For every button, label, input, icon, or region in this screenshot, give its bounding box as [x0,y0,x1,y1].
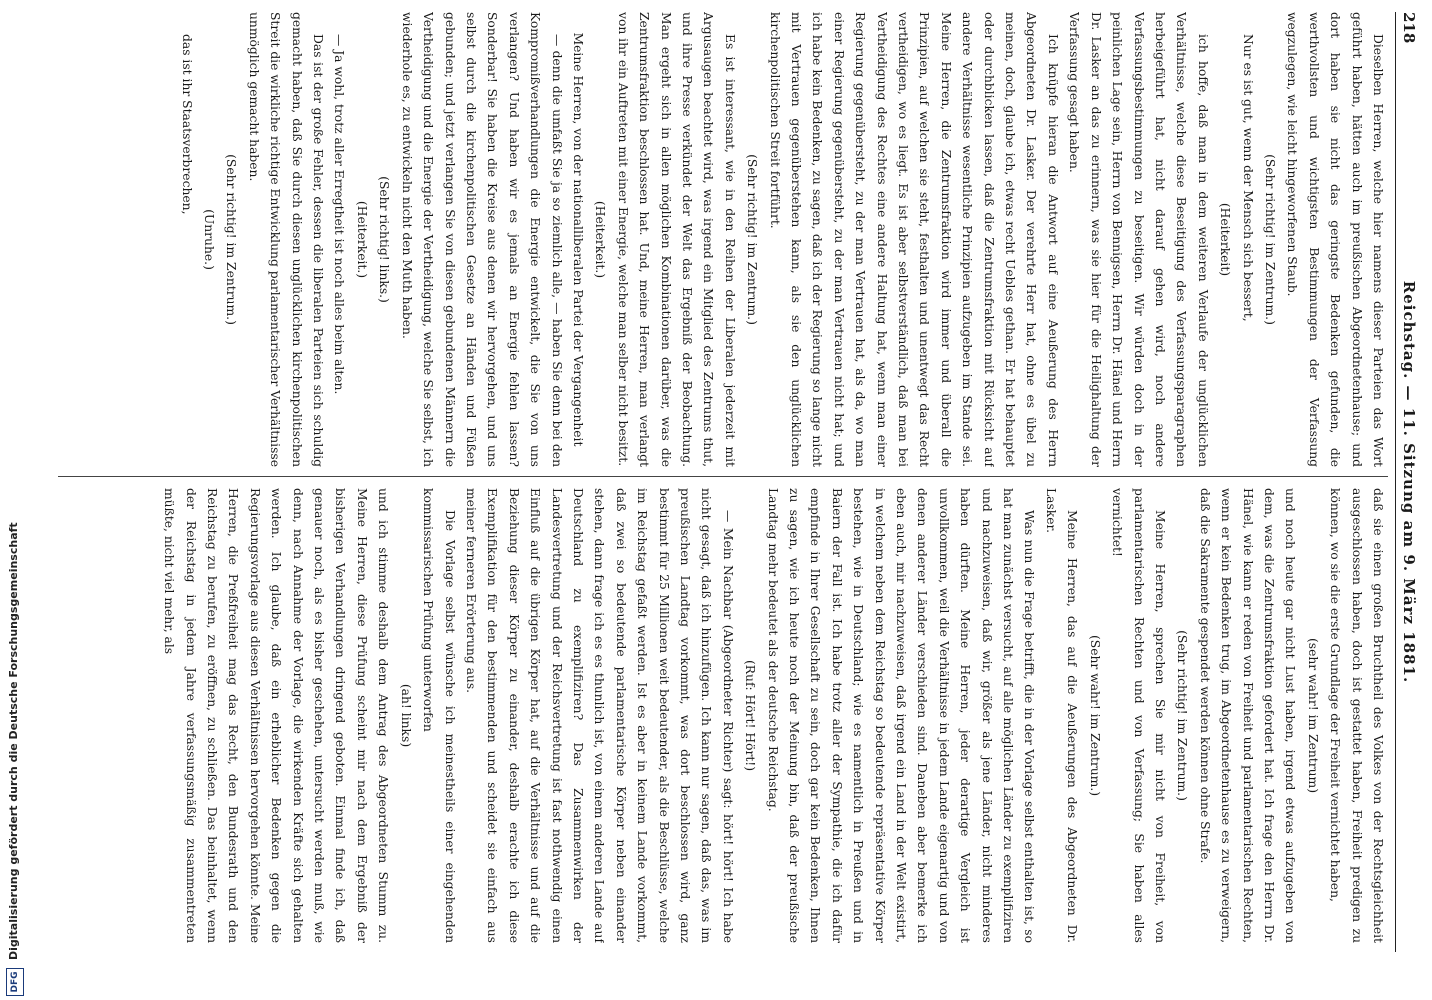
interjection: (Unruhe.) [202,209,217,270]
paragraph: und ich stimme deshalb dem Antrag des Abgeordneten Stumm zu. Meine Herren, diese Prüfung scheint mir nach dem Ergebniß der bisherigen Verhandlungen dringend geboten. Einmal finde ich, daß genauer noch, als es bisher geschehen, untersucht werden muß, wie denn, nach Annahme der Vorlage, die wirkenden Kräfte sich gehalten werden. Ich glaube, daß ein erheblicher Bedenken gegen die Regierungsvorlage aus diesen Verhältnissen hervorgehen könnte. Meine Herren, die Preßfreiheit mag das Recht, den Bundesrath und den Reichstag zu berufen, zu eröffnen, zu schließen. Das beinhaltet, wenn der Reichstag in jedem Jahre verfassungsmäßig zusammentreten müßte, nicht viel mehr, als [162,488,391,943]
salutation: Meine Herren, von der nationalliberalen Partei der Vergangenheit [570,32,585,447]
interjection: (ah! links) [398,683,413,748]
dfg-logo: DFG [6,968,24,996]
interjection: (Heiterkeit.) [593,200,608,279]
paragraph: Dieselben Herren, welche hier namens dieser Parteien das Wort geführt haben, hätten auch im preußischen Abgeordnetenhause; und dort haben sie nicht das geringste Bedenken gefunden, die werthvollsten und wichtigsten Bestimmungen der Verfassung wegzulegen, wie leicht hingeworfenen Staub. [1285,12,1385,467]
paragraph: — Mein Nachbar (Abgeordneter Richter) sagt: hört! hört! Ich habe nicht gesagt, daß ich hinzufügen. Ich kann nur sagen, daß das, was im preußischen Landtag vorkommt, was dort beschlossen wird, ganz bestimmt für 25 Millionen weit bedeutender, als die Beschlüsse, welche im Reichstag gefaßt werden. Ist es aber in keinem Lande vorkommt, daß zwei so bedeutende parlamentarische Körper neben einander stehen, dann frage ich es es thunlich ist, von einem anderen Lande auf Deutschland zu exemplifiziren? Das Zusammenwirken der Landesvertretung und der Reichsvertretung ist fast nothwendig einen Einfluß auf die übrigen Körper hat, auf die Verhältnisse und auf die Beziehung dieser Körper zu einander, deshalb erachte ich diese Exemplifikation für den bestimmenden und scheidet sie einfach aus meiner ferneren Erörterung aus. [463,488,735,943]
paragraph: Die Vorlage selbst wünsche ich meinestheils einer eingehenden kommissarischen Prüfung unterworfen [421,488,457,943]
paragraph: Nur es ist gut, wenn der Mensch sich bessert, [1240,34,1255,322]
paragraph: und noch heute gar nicht Lust haben, irgend etwas aufzugeben von dem, was die Zentrumsfraktion gefordert hat. Ich frage den Herrn Dr. Hänel, wie kann er reden von Freiheit und parlamentarischen Rechten, wenn er kein Bedenken trug, im Abgeordnetenhause es zu verweigern, daß die Sakramente gespendet werden können ohne Strafe. [1197,488,1298,943]
column-divider [58,476,1388,477]
interjection: (Sehr richtig! im Zentrum.) [224,154,239,325]
interjection: (Sehr wahr! im Zentrum.) [1087,634,1102,797]
paragraph: — denn die umfaßt Sie ja so ziemlich alle, — haben Sie denn bei den Kompromißverhandlungen die Energie entwickelt, die Sie von uns verlangen? Und haben wir es jemals an Energie fehlen lassen? Sonderbar! Sie haben die Kreise aus denen wir hervorgehen, und uns selbst durch die kirchenpolitischen Gesetze an Händen und Füßen gebunden; und jetzt verlangen Sie von diesen gebundenen Männern die Vertheidigung und die Energie der Vertheidigung, welche Sie selbst, ich wiederhole es, zu entwickeln nicht den Muth haben. [399,12,564,467]
paragraph: Es ist interessant, wie in den Reihen der Liberalen jederzeit mit Argusaugen beachtet wird, was irgend ein Mitglied des Zentrums thut, und ihre Presse verkündet der Welt das Ergebniß der Beobachtung. Man ergeht sich in allen möglichen Kombinationen darüber, was die Zentrumsfraktion beschlossen hat. Und, meine Herren, man verlangt von ihr ein Auftreten mit einer Energie, welche man selber nicht besitzt. [615,12,737,467]
right-column [18,488,1388,943]
interjection: (Sehr richtig! im Zentrum.) [1175,630,1190,801]
interjection: (Heiterkeit.) [354,200,369,279]
paragraph: — Ja wohl, trotz aller Erregtheit ist noch alles beim alten. [332,34,347,395]
paragraph: Ich knüpfe hieran die Antwort auf eine Aeußerung des Herrn Abgeordneten Dr. Lasker. Der verehrte Herr hat, ohne es übel zu meinen, doch, glaube ich, etwas recht Uebles gethan. Er hat behauptet oder durchblicken lassen, daß die Zentrumsfraktion mit Rücksicht auf andere Verhältnisse wesentliche Prinzipien aufzugeben im Stande sei. Meine Herren, die Zentrumsfraktion wird immer und überall die Prinzipien, auf welchen sie steht, festhalten und unentwegt das Recht vertheidigen, wo es liegt. Es ist aber selbstverständlich, daß man bei Vertheidigung des Rechtes eine andere Haltung hat, wenn man einer Regierung gegenübersteht, zu der man Vertrauen hat, als da, wo man einer Regierung gegenübersteht, zu der man Vertrauen nicht hat; und ich habe kein Bedenken, zu sagen, daß ich der Regierung so lange nicht mit Vertrauen gegenüberstehen kann, als sie den unglücklichen kirchenpolitischen Streit fortführt. [767,12,1060,467]
page-title: Reichstag. — 11. Sitzung am 9. März 1881. [1400,280,1418,684]
left-column [18,12,1388,467]
paragraph: daß sie einen großen Bruchtheil des Volkes von der Rechtsgleichheit ausgeschlossen haben, doch ist gestattet haben, Freiheit predigen zu können, wo sie die erste Grundlage der Freiheit vernichtet haben, [1328,488,1385,943]
interjection: (Heiterkeit) [1218,202,1233,277]
paragraph: Meine Herren, das auf die Aeußerungen des Abgeordneten Dr. Lasker. [1043,488,1080,943]
paragraph: Meine Herren, sprechen Sie mir nicht von Freiheit, von parlamentarischen Rechten und von Verfassung; Sie haben alles vernichtet! [1110,488,1167,943]
page-header [1395,12,1418,952]
digitization-footer [0,0,30,1000]
paragraph: Was nun die Frage betrifft, die in der Vorlage selbst enthalten ist, so hat man zunächst versucht, auf alle möglichen Länder zu exemplifiziren und nachzuweisen, daß wir, größer als jene Länder, nicht minderes haben dürften. Meine Herren, jeder derartige Vergleich ist unvollkommen, weil die Verhältnisse in jedem Lande eigenartig und von denen anderer Länder verschieden sind. Daneben aber bemerke ich eben auch, mir nachzuweisen, daß irgend ein Land in der Welt existirt, in welchem neben dem Reichstag so bedeutende repräsentative Körper bestehen, wie in Deutschland; wie es namentlich in Preußen und in Baiern der Fall ist. Ich habe trotz aller der Sympathie, die ich dafür empfinde in Ihrer Gesellschaft zu sein, doch gar kein Bedenken, Ihnen zu sagen, wie ich heute noch der Meinung bin, daß der preußische Landtag mehr bedeutet als der deutsche Reichstag. [765,488,1037,943]
paragraph: ich hoffe, daß man in dem weiteren Verlaufe der unglücklichen Verhältnisse, welche diese Beseitigung des Verfassungsparagraphen herbeigeführt hat, nicht darauf gehen wird, noch andere Verfassungsbestimmungen zu beseitigen. Wir würden doch in der peinlichen Lage sein, Herrn von Bennigsen, Herrn Dr. Hänel und Herrn Dr. Lasker an das zu erinnern, was sie hier für die Heilighaltung der Verfassung gesagt haben. [1067,12,1210,467]
interjection: (sehr wahr! im Zentrum) [1305,637,1320,794]
paragraph: das ist ihr Staatsverbrechen, [179,34,194,215]
footer-text: Digitalisierung gefördert durch die Deutsche Forschungsgemeinschaft [7,522,20,960]
paragraph: Das ist der große Fehler, dessen die liberalen Parteien sich schuldig gemacht haben, daß Sie durch diesen unglücklichen kirchenpolitischen Streit die wirkliche richtige Entwicklung parlamentarischer Verhältnisse unmöglich gemacht haben. [246,12,326,467]
interjection: (Ruf: Hört! Hört!) [743,659,758,772]
interjection: (Sehr richtig! im Zentrum.) [1262,154,1277,325]
page-number: 218 [1400,12,1418,44]
interjection: (Sehr richtig! im Zentrum.) [745,154,760,325]
interjection: (Sehr richtig! links.) [377,176,392,303]
